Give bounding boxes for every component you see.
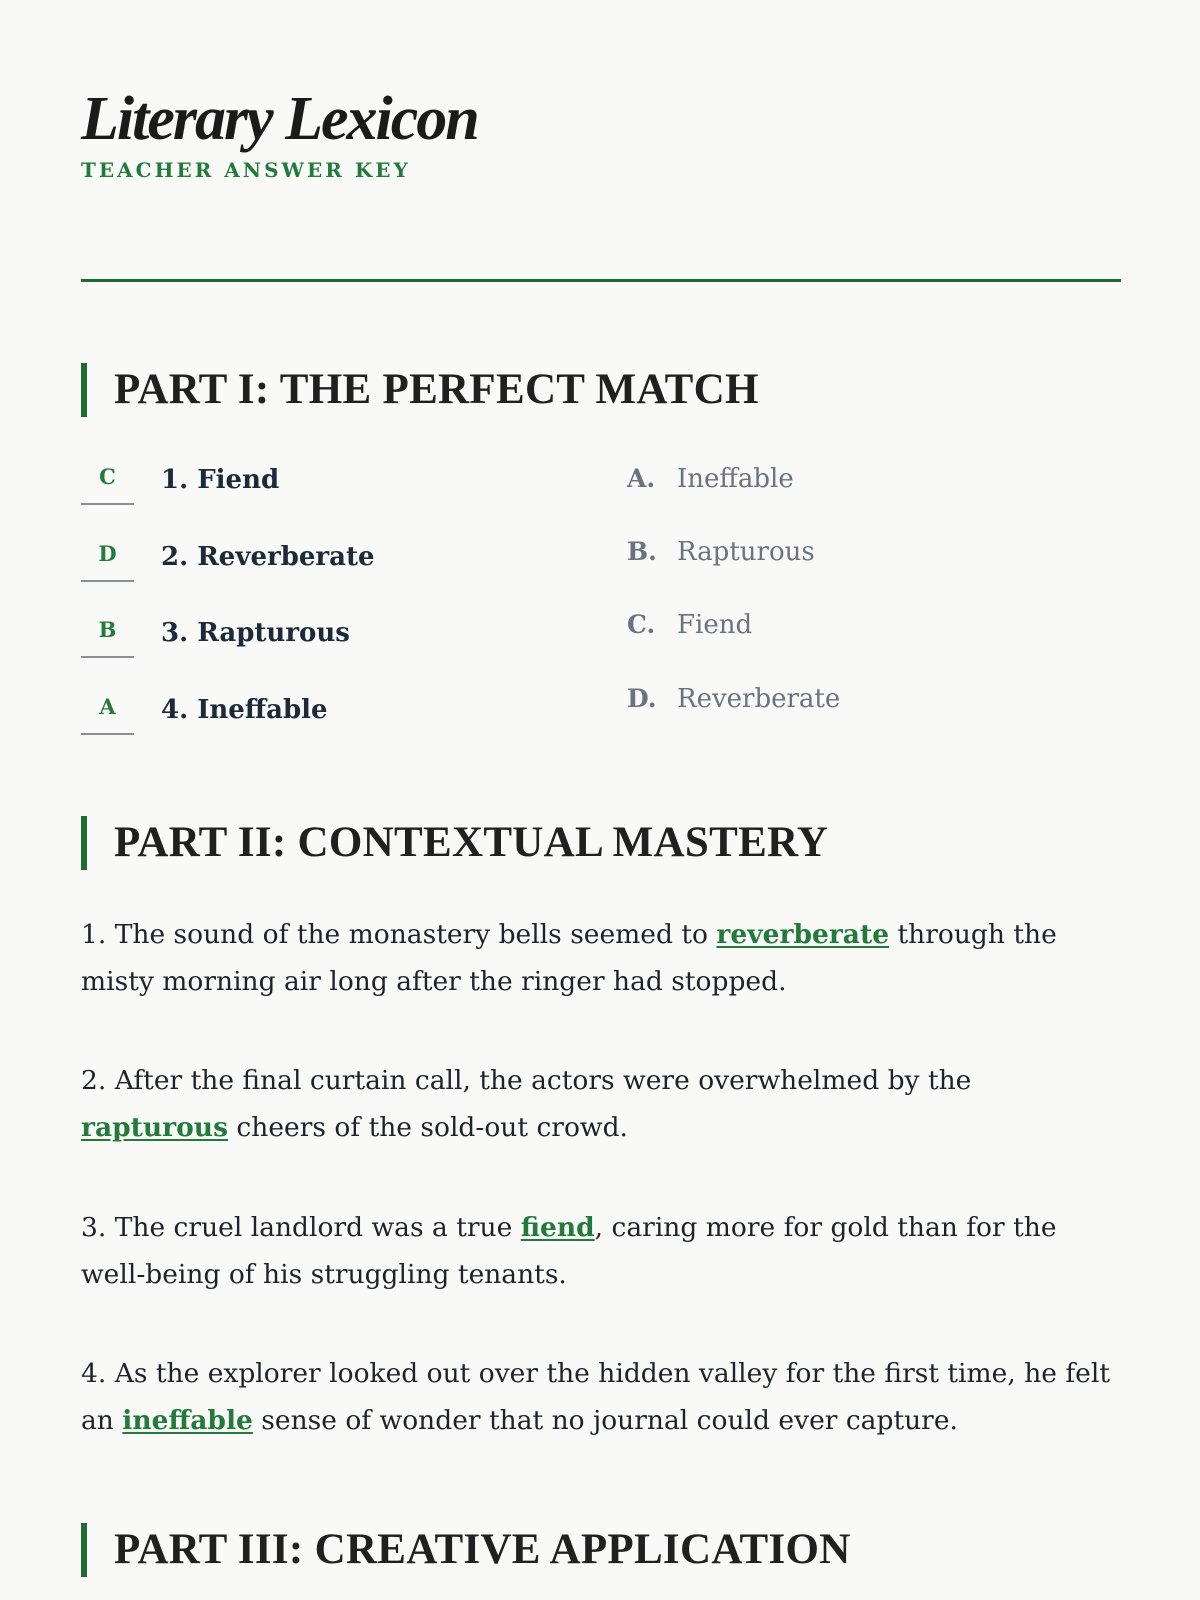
sentence-text: , caring more for gold than for the well-being of his struggling tenants. xyxy=(81,1212,1057,1290)
sentence-answer: ineffable xyxy=(122,1405,253,1436)
sentence-text: cheers of the sold-out crowd. xyxy=(228,1112,628,1143)
context-sentence xyxy=(81,1204,1121,1298)
context-sentence xyxy=(81,911,1121,1005)
sentence-text: 4. As the explorer looked out over the hidden valley for the first time, he felt an xyxy=(81,1358,1110,1436)
sentence-answer: reverberate xyxy=(716,919,890,950)
answer-key-page xyxy=(81,0,1121,1600)
match-item xyxy=(81,691,581,751)
section-accent-bar xyxy=(81,816,87,870)
option-word: Reverberate xyxy=(677,684,841,714)
sentence-text: 1. The sound of the monastery bells seemed to xyxy=(81,919,717,950)
option-letter: B. xyxy=(627,537,657,566)
match-option xyxy=(627,684,1027,724)
option-word: Fiend xyxy=(677,610,753,640)
sentence-text: sense of wonder that no journal could ever capture. xyxy=(252,1405,958,1436)
page-subtitle: TEACHER ANSWER KEY xyxy=(81,158,411,182)
match-item xyxy=(81,461,581,521)
match-option xyxy=(627,610,1027,650)
sentence-text: through the misty morning air long after the ringer had stopped. xyxy=(81,919,1057,997)
match-item xyxy=(81,614,581,674)
match-term: 2. Reverberate xyxy=(161,542,375,572)
option-letter: A. xyxy=(627,464,656,493)
context-sentence xyxy=(81,1350,1121,1444)
match-item xyxy=(81,538,581,598)
match-option xyxy=(627,537,1027,577)
match-term: 3. Rapturous xyxy=(161,618,350,648)
match-option xyxy=(627,464,1027,504)
option-letter: C. xyxy=(627,610,656,639)
answer-blank[interactable]: D xyxy=(81,538,134,582)
option-letter: D. xyxy=(627,684,657,713)
section-accent-bar xyxy=(81,363,87,417)
context-sentence xyxy=(81,1057,1121,1151)
answer-blank[interactable]: A xyxy=(81,691,134,735)
section-title: PART II: CONTEXTUAL MASTERY xyxy=(114,819,829,866)
section-title: PART I: THE PERFECT MATCH xyxy=(114,366,759,413)
sentence-answer: fiend xyxy=(520,1212,595,1243)
sentence-answer: rapturous xyxy=(81,1112,228,1143)
page-title: Literary Lexicon xyxy=(81,85,478,153)
answer-blank[interactable]: C xyxy=(81,461,134,505)
sentence-text: 2. After the final curtain call, the actors were overwhelmed by the xyxy=(81,1065,972,1096)
section-title: PART III: CREATIVE APPLICATION xyxy=(114,1526,851,1573)
answer-blank[interactable]: B xyxy=(81,614,134,658)
option-word: Rapturous xyxy=(677,537,815,567)
section-accent-bar xyxy=(81,1523,87,1577)
sentence-text: 3. The cruel landlord was a true xyxy=(81,1212,521,1243)
option-word: Ineffable xyxy=(677,464,794,494)
match-term: 1. Fiend xyxy=(161,465,280,495)
match-term: 4. Ineffable xyxy=(161,695,328,725)
header-divider xyxy=(81,279,1121,282)
